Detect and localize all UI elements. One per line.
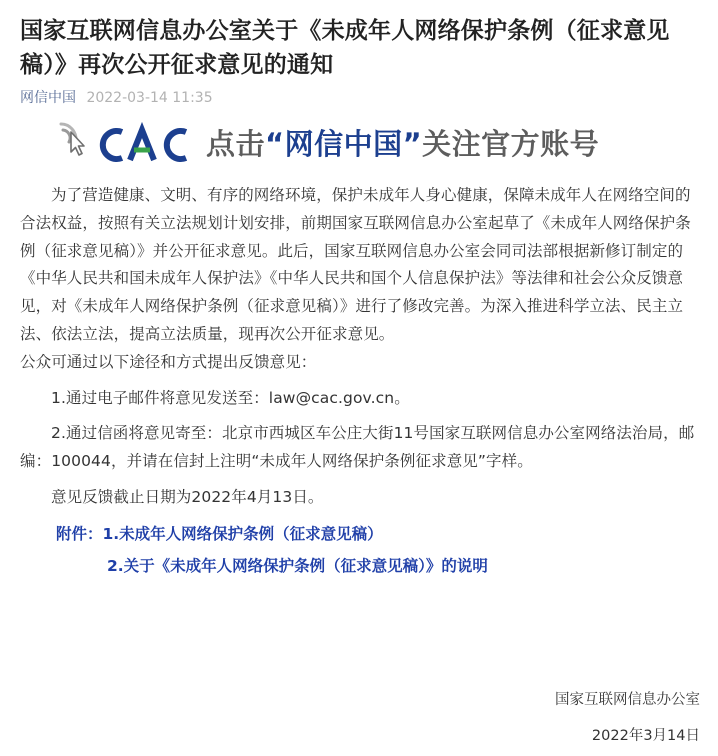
follow-slogan bbox=[206, 124, 599, 164]
article-title: 国家互联网信息办公室关于《未成年人网络保护条例（征求意见稿）》再次公开征求意见的通知 bbox=[20, 18, 670, 78]
cac-logo bbox=[94, 120, 212, 170]
article-meta bbox=[20, 88, 698, 108]
wifi-signal-icon bbox=[53, 122, 87, 156]
intro-paragraph: 为了营造健康、文明、有序的网络环境，保护未成年人身心健康，保障未成年人在网络空间的合法权益，按照有关立法规划计划安排，前期国家互联网信息办公室起草了《未成年人网络保护条例（征求意见稿）》并公开征求意见。此后，国家互联网信息办公室会同司法部根据新修订制定的《中华人民共和国未成年人保护法》《中华人民共和国个人信息保护法》等法律和社会公众反馈意见，对《未成年人网络保护条例（征求意见稿）》进行了修改完善。为深入推进科学立法、民主立法、依法立法，提高立法质量，现再次公开征求意见。 bbox=[20, 186, 691, 343]
slogan-prefix: 点击 bbox=[206, 127, 266, 161]
feedback-way-letter: 2.通过信函将意见寄至：北京市西城区车公庄大街11号国家互联网信息办公室网络法治局，邮编：100044，并请在信封上注明“未成年人网络保护条例征求意见”字样。 bbox=[20, 424, 695, 471]
follow-banner[interactable] bbox=[20, 114, 698, 180]
article-body bbox=[20, 182, 698, 512]
publish-time: 2022-03-14 11:35 bbox=[86, 90, 213, 106]
issuing-organization: 国家互联网信息办公室 bbox=[555, 692, 700, 708]
slogan-highlight: “网信中国” bbox=[265, 127, 423, 161]
ways-intro-paragraph: 公众可通过以下途径和方式提出反馈意见： bbox=[20, 352, 317, 371]
account-name-link[interactable]: 网信中国 bbox=[20, 90, 76, 106]
attachment-link-1[interactable]: 附件：1.未成年人网络保护条例（征求意见稿） bbox=[56, 524, 383, 543]
slogan-suffix: 关注官方账号 bbox=[422, 127, 600, 161]
deadline-paragraph: 意见反馈截止日期为2022年4月13日。 bbox=[51, 487, 324, 506]
attachment-link-2[interactable]: 2.关于《未成年人网络保护条例（征求意见稿）》的说明 bbox=[107, 556, 488, 575]
issue-date: 2022年3月14日 bbox=[591, 728, 700, 744]
feedback-way-email: 1.通过电子邮件将意见发送至：law@cac.gov.cn。 bbox=[51, 388, 410, 407]
cac-logo-text: CAC bbox=[94, 120, 97, 121]
